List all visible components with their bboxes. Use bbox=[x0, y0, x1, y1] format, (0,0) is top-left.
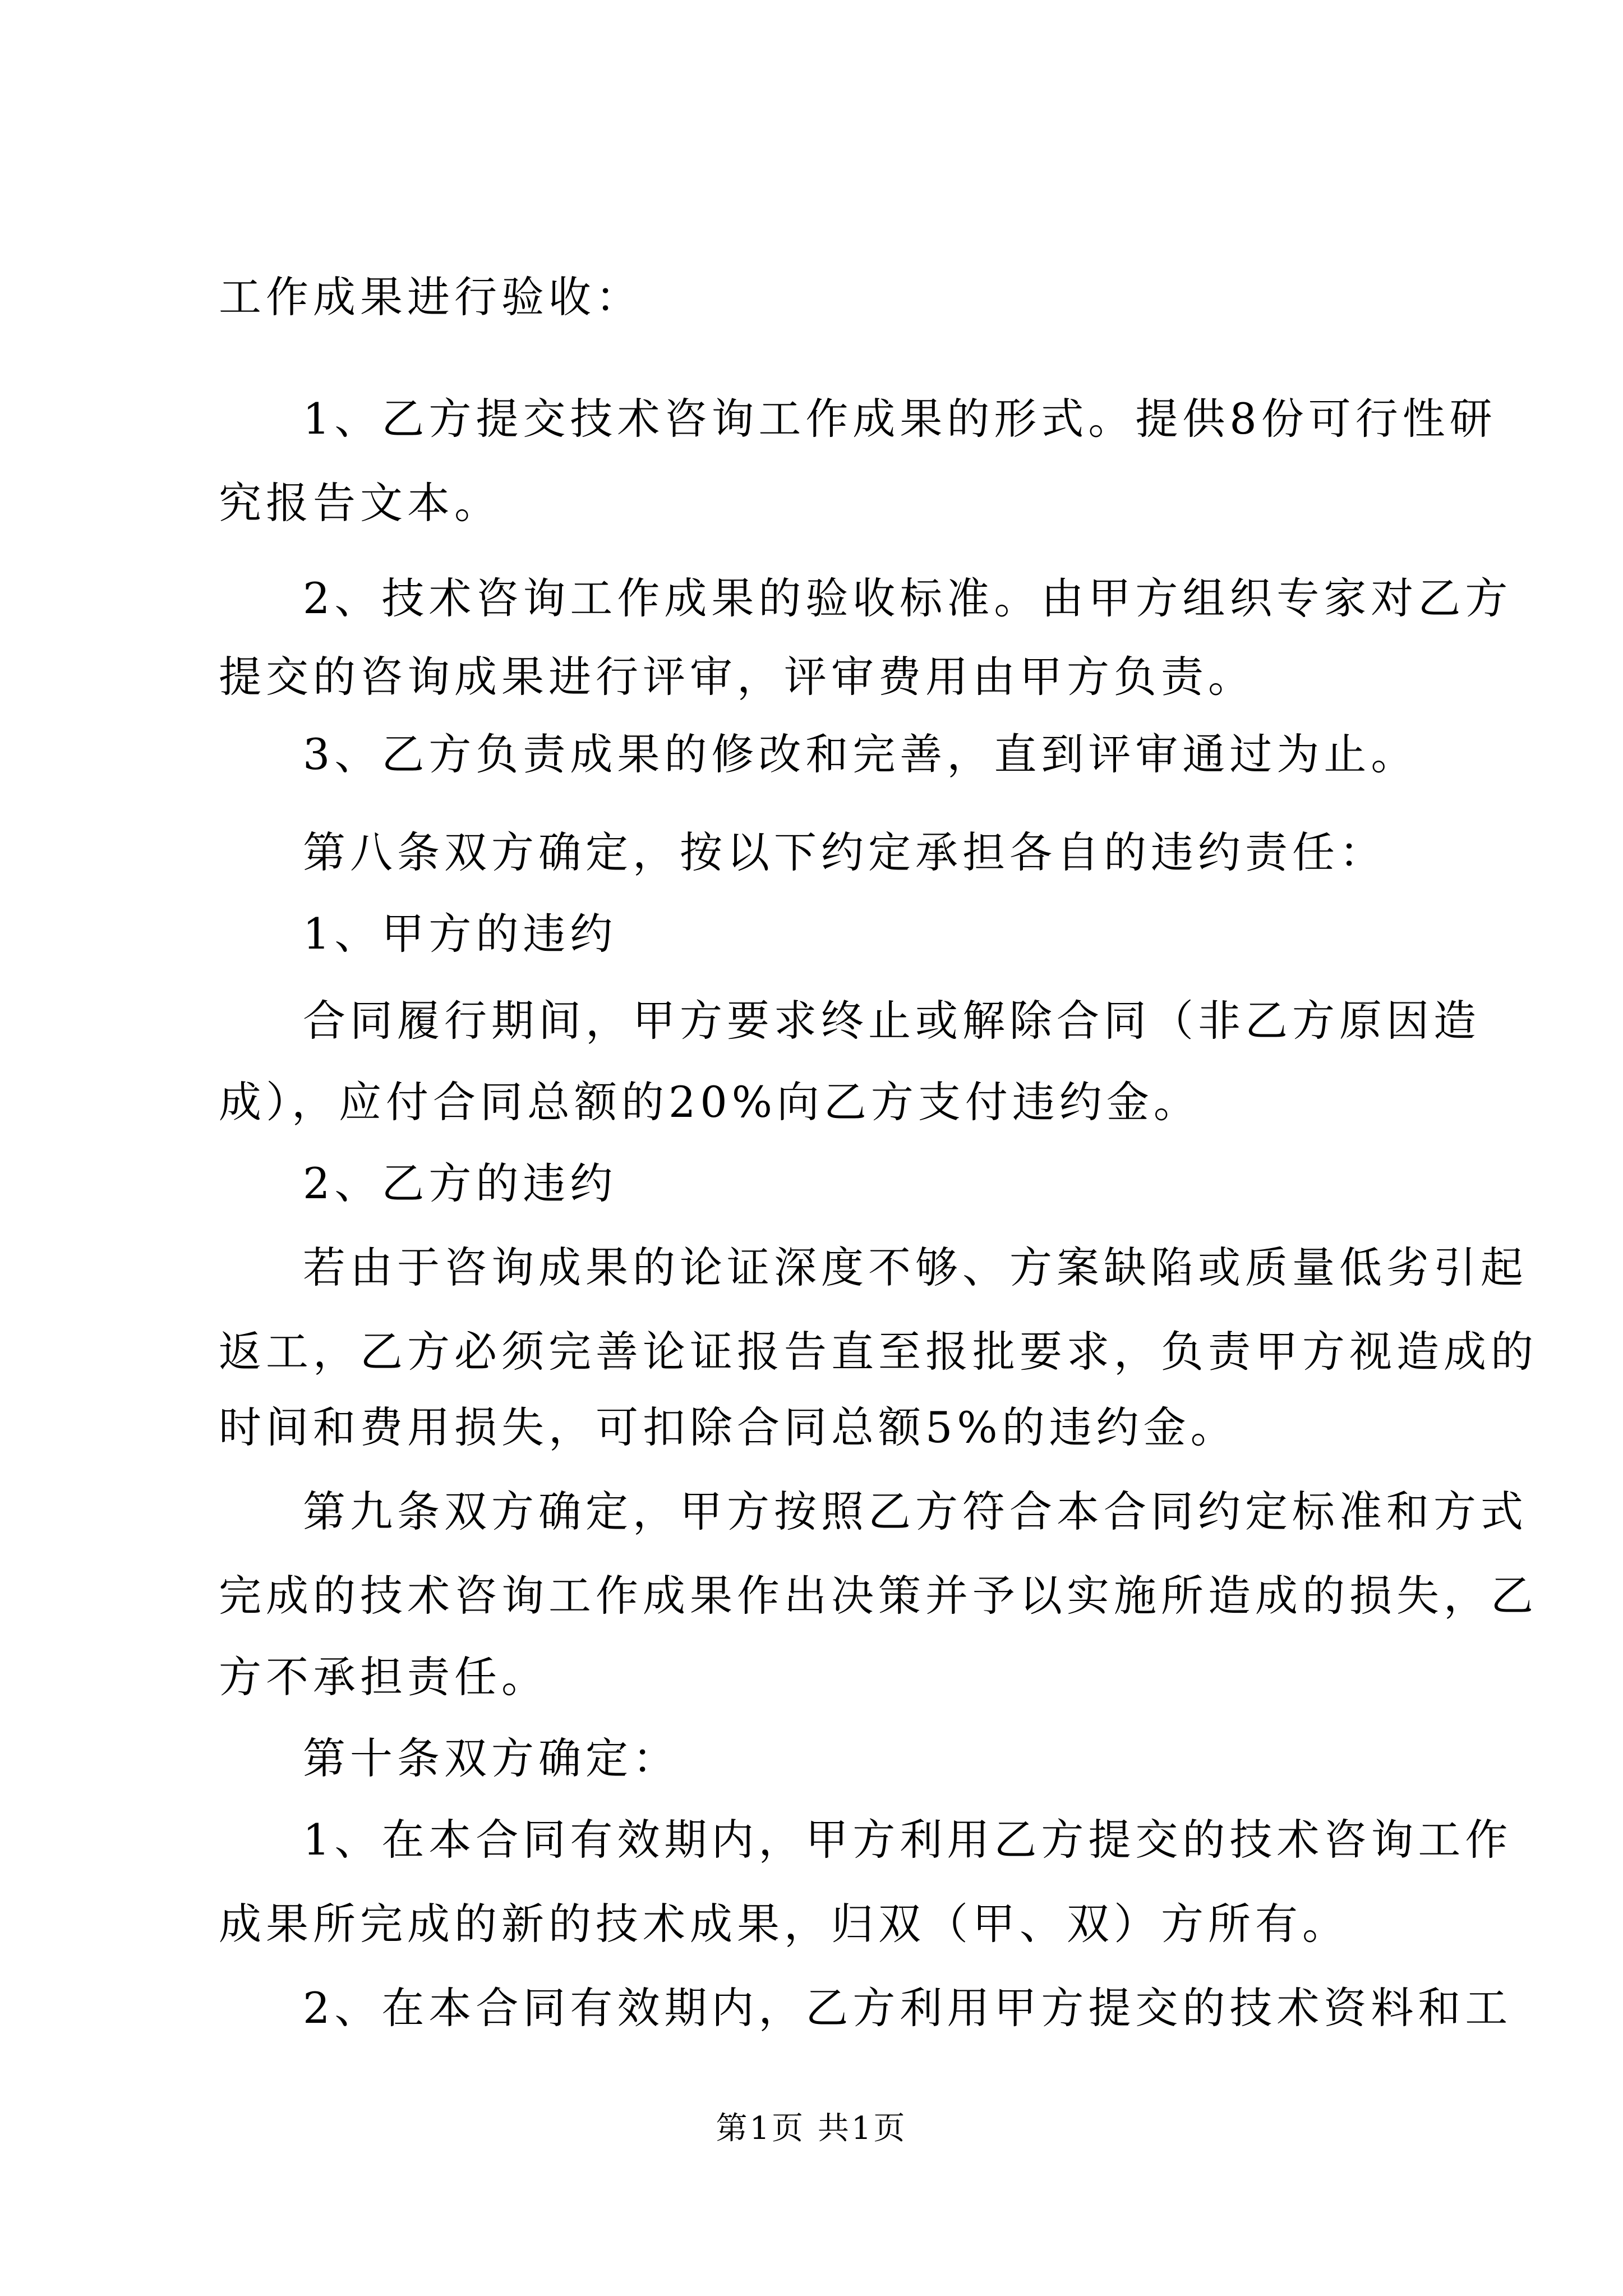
text-line: 1、甲方的违约 bbox=[303, 909, 617, 959]
text-line: 2、技术咨询工作成果的验收标准。由甲方组织专家对乙方 bbox=[303, 573, 1513, 623]
text-line: 若由于咨询成果的论证深度不够、方案缺陷或质量低劣引起 bbox=[303, 1243, 1528, 1292]
page-footer: 第1页 共1页 bbox=[716, 2110, 907, 2147]
text-line: 1、乙方提交技术咨询工作成果的形式。提供8份可行性研 bbox=[303, 394, 1497, 444]
text-line: 工作成果进行验收： bbox=[219, 272, 643, 322]
text-line: 究报告文本。 bbox=[219, 478, 501, 528]
text-line: 方不承担责任。 bbox=[219, 1652, 548, 1702]
text-line: 时间和费用损失，可扣除合同总额5%的违约金。 bbox=[219, 1402, 1238, 1452]
text-line: 2、在本合同有效期内，乙方利用甲方提交的技术资料和工 bbox=[303, 1983, 1513, 2033]
text-line: 3、乙方负责成果的修改和完善，直到评审通过为止。 bbox=[303, 729, 1418, 779]
text-line: 2、乙方的违约 bbox=[303, 1158, 617, 1208]
text-line: 提交的咨询成果进行评审，评审费用由甲方负责。 bbox=[219, 652, 1255, 702]
text-line: 合同履行期间，甲方要求终止或解除合同（非乙方原因造 bbox=[303, 996, 1481, 1046]
text-line: 第十条双方确定： bbox=[303, 1733, 680, 1783]
text-line: 完成的技术咨询工作成果作出决策并予以实施所造成的损失，乙 bbox=[219, 1571, 1538, 1621]
text-line: 第九条双方确定，甲方按照乙方符合本合同约定标准和方式 bbox=[303, 1487, 1528, 1536]
text-line: 第八条双方确定，按以下约定承担各自的违约责任： bbox=[303, 827, 1386, 877]
text-line: 1、在本合同有效期内，甲方利用乙方提交的技术咨询工作 bbox=[303, 1815, 1513, 1865]
text-line: 成），应付合同总额的20%向乙方支付违约金。 bbox=[219, 1077, 1201, 1127]
text-line: 成果所完成的新的技术成果，归双（甲、双）方所有。 bbox=[219, 1899, 1349, 1949]
text-line: 返工，乙方必须完善论证报告直至报批要求，负责甲方视造成的 bbox=[219, 1327, 1538, 1377]
